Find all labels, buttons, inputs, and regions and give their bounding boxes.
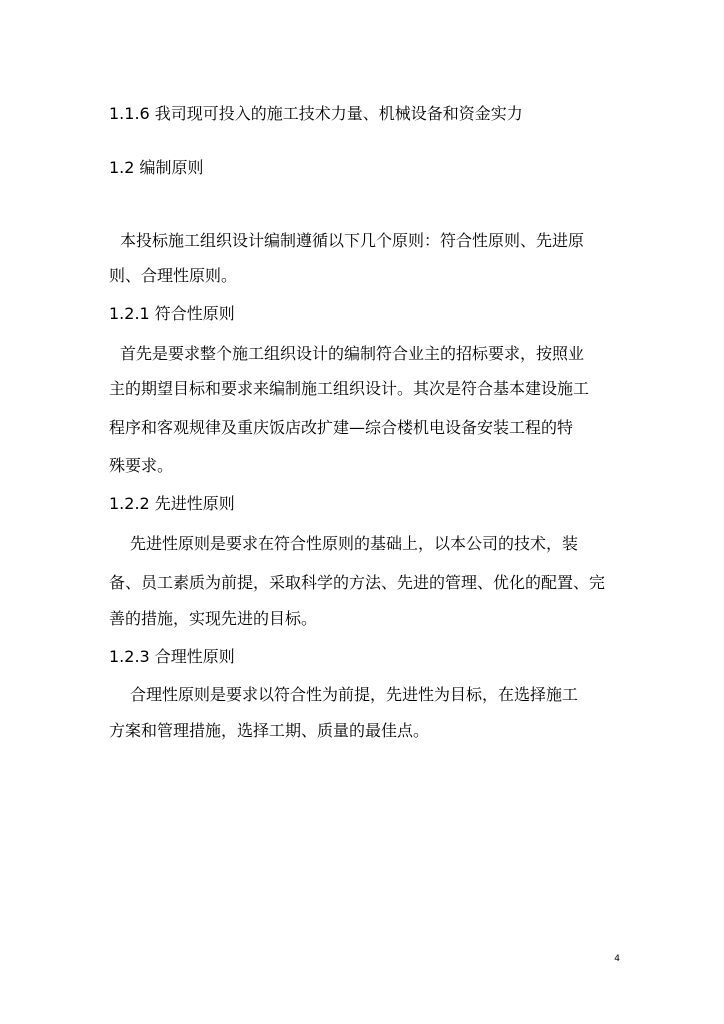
page-number: 4 [614, 954, 620, 964]
heading-1-2: 1.2 编制原则 [109, 158, 204, 177]
heading-1-2-2: 1.2.2 先进性原则 [109, 494, 235, 513]
para-1-2-3-line-1: 合理性原则是要求以符合性为前提，先进性为目标，在选择施工 [130, 685, 579, 704]
intro-line-1: 本投标施工组织设计编制遵循以下几个原则：符合性原则、先进原 [120, 231, 585, 250]
para-1-2-1-line-4: 殊要求。 [109, 456, 174, 475]
para-1-2-2-line-2: 备、员工素质为前提，采取科学的方法、先进的管理、优化的配置、完 [109, 573, 606, 592]
para-1-2-1-line-2: 主的期望目标和要求来编制施工组织设计。其次是符合基本建设施工 [109, 379, 590, 398]
intro-line-2: 则、合理性原则。 [109, 266, 238, 285]
heading-1-2-3: 1.2.3 合理性原则 [109, 647, 235, 666]
para-1-2-3-line-2: 方案和管理措施，选择工期、质量的最佳点。 [109, 721, 430, 740]
para-1-2-2-line-1: 先进性原则是要求在符合性原则的基础上，以本公司的技术，装 [130, 534, 579, 553]
para-1-2-1-line-1: 首先是要求整个施工组织设计的编制符合业主的招标要求，按照业 [120, 344, 585, 363]
para-1-2-2-line-3: 善的措施，实现先进的目标。 [109, 609, 318, 628]
para-1-2-1-line-3: 程序和客观规律及重庆饭店改扩建—综合楼机电设备安装工程的特 [109, 418, 574, 437]
heading-1-2-1: 1.2.1 符合性原则 [109, 304, 235, 323]
heading-1-1-6: 1.1.6 我司现可投入的施工技术力量、机械设备和资金实力 [109, 104, 523, 123]
